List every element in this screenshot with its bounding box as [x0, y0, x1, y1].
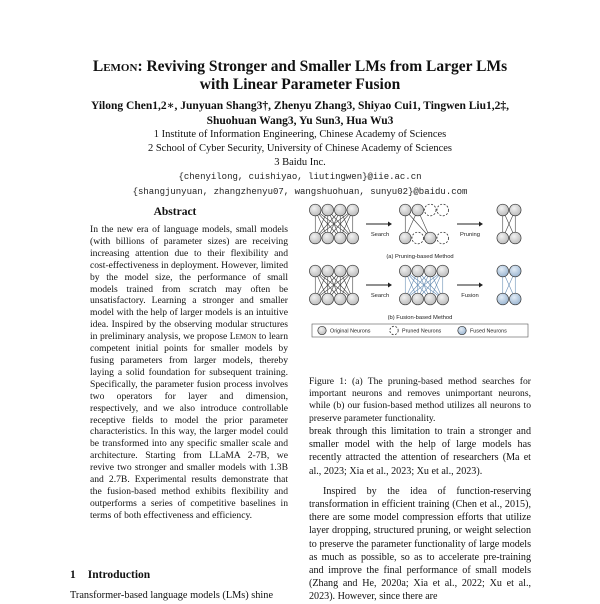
affiliation-3: 3 Baidu Inc.: [274, 157, 326, 168]
pruned-neuron: [424, 204, 436, 216]
original-neuron: [509, 204, 521, 216]
caption-b: (b) Fusion-based Method: [387, 315, 453, 321]
original-neuron: [399, 232, 411, 244]
arrow-head: [479, 283, 483, 288]
original-neuron: [322, 293, 334, 305]
abstract-heading: Abstract: [153, 206, 197, 218]
legend-fused: Fused Neurons: [470, 328, 507, 335]
email-line-2: {shangjunyuan, zhangzhenyu07, wangshuohuan, sunyu02}@baidu.com: [132, 187, 468, 197]
original-neuron: [309, 232, 321, 244]
original-neuron: [399, 265, 411, 277]
original-neuron: [399, 204, 411, 216]
original-neuron: [334, 265, 346, 277]
label-search-a: Search: [370, 232, 390, 238]
label-pruning: Pruning: [460, 232, 480, 238]
original-neuron: [347, 265, 359, 277]
original-neuron: [309, 265, 321, 277]
original-neuron: [424, 265, 436, 277]
intro-heading: 1 Introduction: [70, 569, 151, 581]
fused-neuron: [458, 326, 466, 334]
original-neuron: [424, 293, 436, 305]
arrow-head: [479, 222, 483, 227]
pruned-neuron: [390, 326, 398, 334]
original-neuron: [412, 265, 424, 277]
paragraph-2: Inspired by the idea of function-reserving transformation in efficient training (Chen et al., 2015), there are some model compression efforts that utilize layer dropping, structured pruning, or weight selection to preserve the parameter functionality of large models as much as possible, so as to accelerate pre-training and improve the final performance of small models (Zhang and He, 2020a; Xia et al., 2022; Xu et al., 2023). However, since there are: [309, 485, 531, 603]
original-neuron: [437, 265, 449, 277]
original-neuron: [334, 232, 346, 244]
paragraph-1: break through this limitation to train a stronger and smaller model with the help of large models has recently attracted the attention of researchers (Ma et al., 2023; Xia et al., 2023; Xu et al., 2023).: [309, 426, 531, 477]
original-neuron: [347, 293, 359, 305]
original-neuron: [347, 204, 359, 216]
affiliation-1: 1 Institute of Information Engineering, Chinese Academy of Sciences: [153, 129, 447, 140]
pruned-neuron: [437, 204, 449, 216]
original-neuron: [322, 265, 334, 277]
original-neuron: [437, 293, 449, 305]
figure-1: [306, 198, 534, 340]
label-search-b: Search: [370, 293, 390, 299]
email-line-1: {chenyilong, cuishiyao, liutingwen}@iie.ac.cn: [178, 172, 422, 182]
legend-pruned: Pruned Neurons: [402, 328, 442, 335]
arrow-head: [388, 283, 392, 288]
abstract-body: In the new era of language models, small models (with billions of parameter sizes) are receiving increasing attention due to their flexibility and cost-effectiveness in deployment. However, limited by the model size, the performance of small models trained from scratch may often be unsatisfactory. Learning a stronger and smaller model with the help of larger models is an intuitive idea. Inspired by the observing modular structures in preliminary analysis, we propose Lemon to learn competent initial points for smaller models by fusing parameters from larger models, thereby laying a solid foundation for subsequent training. Specifically, the parameter fusion process involves two operators for layer and dimension, respectively, and we also introduce controllable receptive fields to model the prior parameter characteristics. In this way, the larger model could be transformed into any specific smaller scale and architecture. Starting from LLaMA 2-7B, we revive two stronger and smaller models with 1.3B and 2.7B. Experimental results demonstrate that the fusion-based method exhibits flexibility and outperforms a series of competitive baselines in terms of both effectiveness and efficiency.: [90, 224, 288, 521]
original-neuron: [399, 293, 411, 305]
original-neuron: [412, 204, 424, 216]
original-neuron: [334, 204, 346, 216]
original-neuron: [322, 204, 334, 216]
arrow-head: [388, 222, 392, 227]
original-neuron: [424, 232, 436, 244]
original-neuron: [309, 293, 321, 305]
original-neuron: [347, 232, 359, 244]
label-fusion: Fusion: [461, 293, 479, 299]
fused-neuron: [497, 293, 509, 305]
right-column-text: [309, 425, 531, 604]
original-neuron: [309, 204, 321, 216]
fused-neuron: [497, 265, 509, 277]
caption-a: (a) Pruning-based Method: [386, 254, 454, 260]
original-neuron: [509, 232, 521, 244]
fused-neuron: [509, 265, 521, 277]
intro-first-line: Transformer-based language models (LMs) shine: [70, 590, 274, 601]
pruned-neuron: [412, 232, 424, 244]
paper-title-line1: Lemon: Reviving Stronger and Smaller LMs from Larger LMs: [92, 58, 508, 75]
original-neuron: [322, 232, 334, 244]
original-neuron: [497, 232, 509, 244]
original-neuron: [497, 204, 509, 216]
authors-line2: Shuohuan Wang3, Yu Sun3, Hua Wu3: [206, 115, 394, 127]
original-neuron: [412, 293, 424, 305]
paper-title-line2: with Linear Parameter Fusion: [199, 76, 401, 93]
fused-neuron: [509, 293, 521, 305]
legend-original: Original Neurons: [330, 328, 371, 335]
pruned-neuron: [437, 232, 449, 244]
figure-caption: Figure 1: (a) The pruning-based method searches for important neurons and removes unimportant neurons, while (b) our fusion-based method utilizes all neurons to preserve parameter functionality.: [309, 376, 531, 424]
original-neuron: [334, 293, 346, 305]
affiliation-2: 2 School of Cyber Security, University of Chinese Academy of Sciences: [147, 143, 453, 154]
original-neuron: [318, 326, 326, 334]
authors-line1: Yilong Chen1,2∗, Junyuan Shang3†, Zhenyu Zhang3, Shiyao Cui1, Tingwen Liu1,2‡,: [90, 100, 510, 112]
